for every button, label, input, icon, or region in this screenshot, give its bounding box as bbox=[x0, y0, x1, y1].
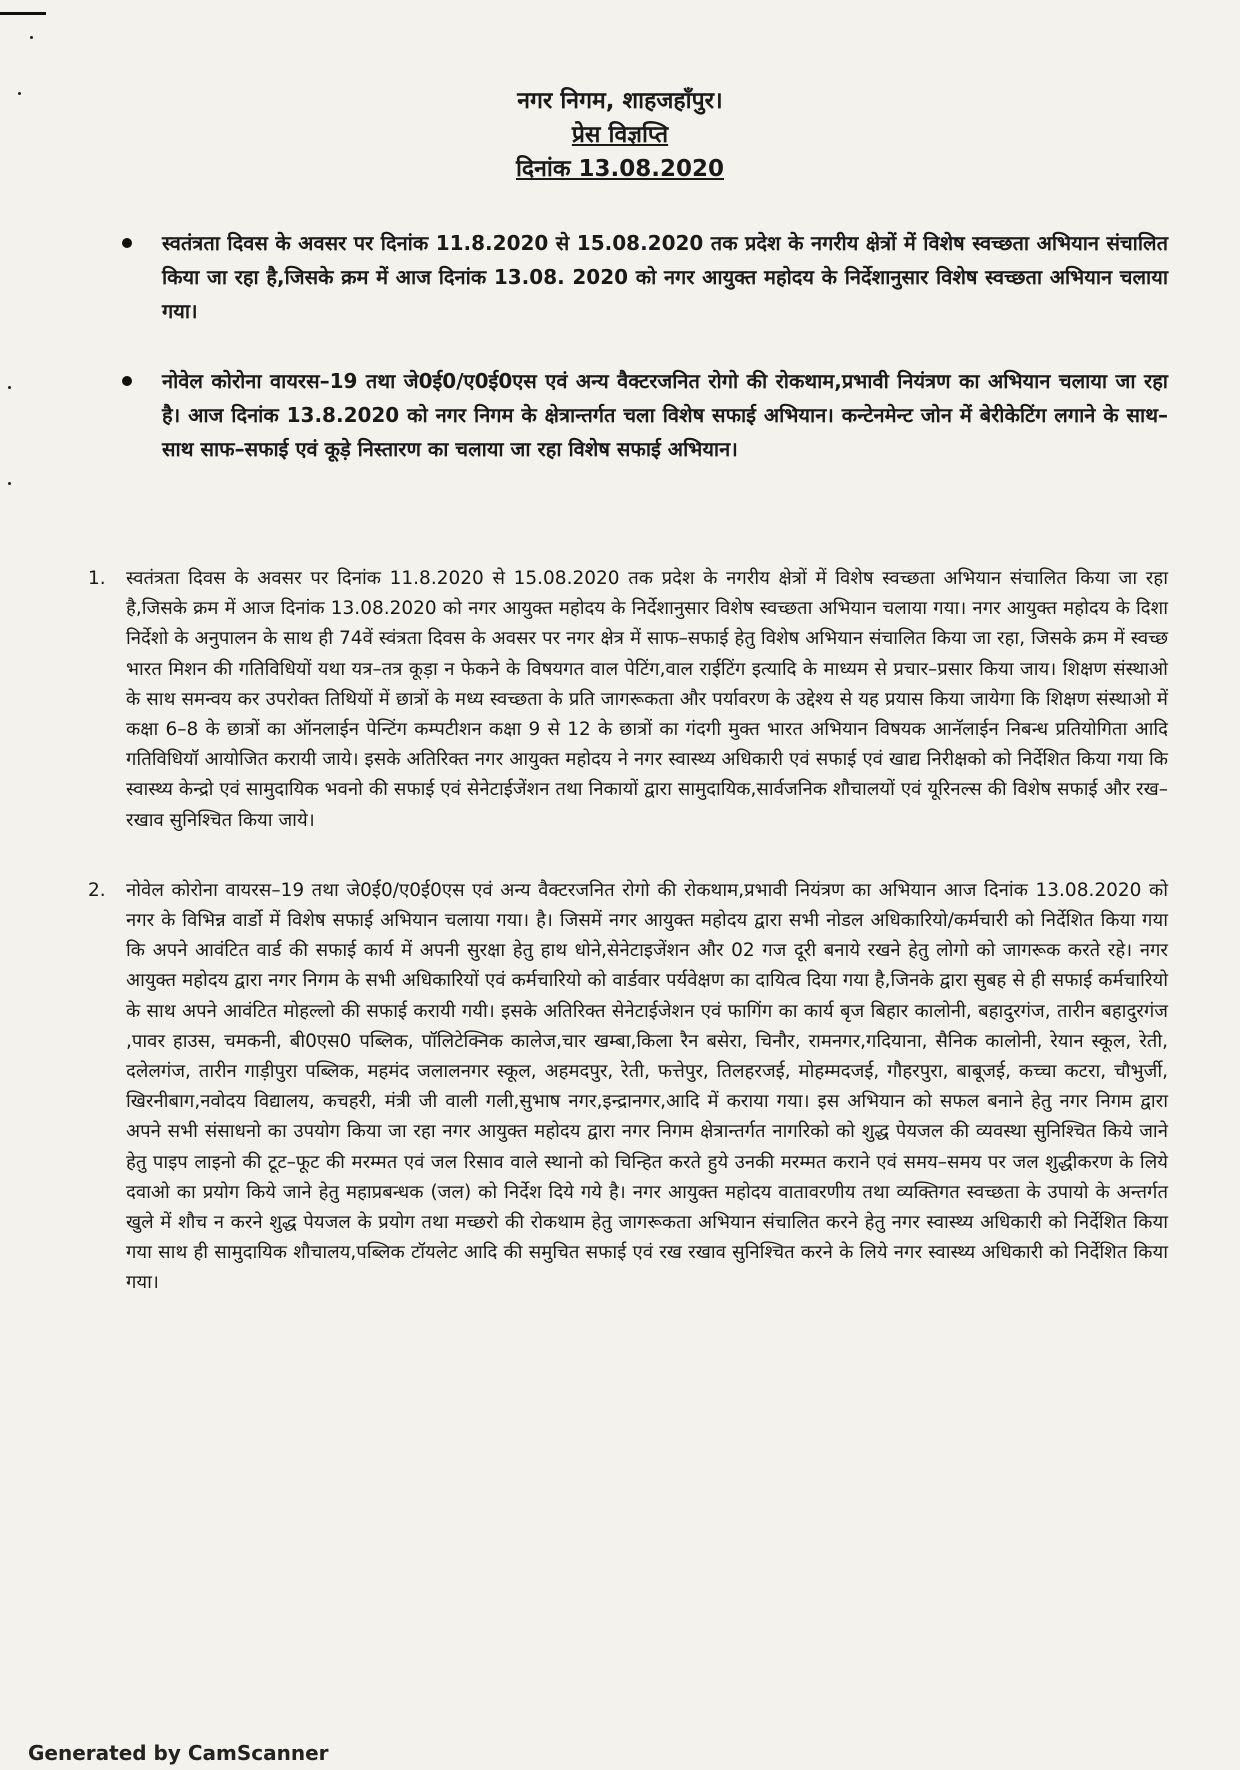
numbered-item bbox=[88, 876, 1168, 1299]
bullet-item bbox=[118, 226, 1168, 328]
document-type: प्रेस विज्ञप्ति bbox=[571, 122, 669, 148]
scan-speck bbox=[18, 92, 21, 95]
numbered-paragraphs bbox=[88, 564, 1168, 1339]
office-name: नगर निगम, शाहजहाँपुर। bbox=[517, 88, 723, 114]
bullet-dot-icon bbox=[122, 376, 132, 386]
item-number: 1. bbox=[88, 568, 106, 589]
bullet-text: नोवेल कोरोना वायरस–19 तथा जे0ई0/ए0ई0एस एवं अन्य वैक्टरजनित रोगो की रोकथाम,प्रभावी नियंत्रण का अभियान चलाया जा रहा है। आज दिनांक 13.8.2020 को नगर निगम के क्षेत्रान्तर्गत चला विशेष सफाई अभियान। कन्टेनमेन्ट जोन में बेरीकेटिंग लगाने के साथ–साथ साफ–सफाई एवं कूड़े निस्तारण का चलाया जा रहा विशेष सफाई अभियान। bbox=[162, 369, 1168, 461]
scan-speck bbox=[30, 36, 33, 39]
scan-edge-mark bbox=[0, 12, 46, 15]
bullet-item bbox=[118, 364, 1168, 466]
bullet-dot-icon bbox=[122, 238, 132, 248]
scanner-watermark: Generated by CamScanner bbox=[28, 1741, 329, 1765]
scan-speck bbox=[8, 482, 11, 485]
item-number: 2. bbox=[88, 879, 106, 901]
item-text: नोवेल कोरोना वायरस–19 तथा जे0ई0/ए0ई0एस एवं अन्य वैक्टरजनित रोगो की रोकथाम,प्रभावी नियंत्रण का अभियान आज दिनांक 13.08.2020 को नगर के विभिन्न वार्डो में विशेष सफाई अभियान चलाया गया। है। जिसमें नगर आयुक्त महोदय द्वारा सभी नोडल अधिकारियो/कर्मचारी को निर्देशित किया गया कि अपने आवंटित वार्ड की सफाई कार्य में अपनी सुरक्षा हेतु हाथ धोने,सेनेटाइजेंशन और 02 गज दूरी बनाये रखने हेतु लोगो को जागरूक करते रहे। नगर आयुक्त महोदय द्वारा नगर निगम के सभी अधिकारियों एवं कर्मचारियो को वार्डवार पर्यवेक्षण का दायित्व दिया गया है,जिनके द्वारा सुबह से ही सफाई कर्मचारियो के साथ अपने आवंटित मोहल्लो की सफाई करायी गयी। इसके अतिरिक्त सेनेटाईजेशन एवं फागिंग का कार्य बृज बिहार कालोनी, बहादुरगंज, तारीन बहादुरगंज ,पावर हाउस, चमकनी, बी0एस0 पब्लिक, पॉलिटेक्निक कालेज,चार खम्बा,किला रैन बसेरा, चिनौर, रामनगर,गदियाना, सैनिक कालोनी, रेयान स्कूल, रेती, दलेलगंज, तारीन गाड़ीपुरा पब्लिक, महमंद जलालनगर स्कूल, अहमदपुर, रेती, फत्तेपुर, तिलहरजई, मोहम्मदजई, गौहरपुरा, बाबूजई, कच्चा कटरा, चौभुर्जी, खिरनीबाग,नवोदय विद्यालय, कचहरी, मंत्री जी वाली गली,सुभाष नगर,इन्द्रानगर,आदि में कराया गया। इस अभियान को सफल बनाने हेतु नगर निगम द्वारा अपने सभी संसाधनो का उपयोग किया जा रहा नगर आयुक्त महोदय द्वारा नगर निगम क्षेत्रान्तर्गत नागरिको को शुद्ध पेयजल की व्यवस्था सुनिश्चित किये जाने हेतु पाइप लाइनो की टूट–फूट की मरम्मत एवं जल रिसाव वाले स्थानो को चिन्हित करते हुये उनकी मरम्मत कराने एवं समय–समय पर जल शुद्धीकरण के लिये दवाओ का प्रयोग किये जाने हेतु महाप्रबन्धक (जल) को निर्देश दिये गये है। नगर आयुक्त महोदय वातावरणीय तथा व्यक्तिगत स्वच्छता के उपायो के अन्तर्गत खुले में शौच न करने शुद्ध पेयजल के प्रयोग तथा मच्छरो की रोकथाम हेतु जागरूकता अभियान संचालित करने हेतु नगर स्वास्थ्य अधिकारी को निर्देशित किया गया साथ ही सामुदायिक शौचालय,पब्लिक टॉयलेट आदि की समुचित सफाई एवं रख रखाव सुनिश्चित करने के लिये नगर स्वास्थ्य अधिकारी को निर्देशित किया गया। bbox=[126, 879, 1168, 1294]
scan-speck bbox=[8, 386, 11, 389]
bullet-text: स्वतंत्रता दिवस के अवसर पर दिनांक 11.8.2020 से 15.08.2020 तक प्रदेश के नगरीय क्षेत्रों में विशेष स्वच्छता अभियान संचालित किया जा रहा है,जिसके क्रम में आज दिनांक 13.08. 2020 को नगर आयुक्त महोदय के निर्देशानुसार विशेष स्वच्छता अभियान चलाया गया। bbox=[162, 231, 1168, 323]
document-date: दिनांक 13.08.2020 bbox=[515, 156, 725, 182]
numbered-item bbox=[88, 564, 1168, 836]
item-text: स्वतंत्रता दिवस के अवसर पर दिनांक 11.8.2020 से 15.08.2020 तक प्रदेश के नगरीय क्षेत्रों में विशेष स्वच्छता अभियान संचालित किया जा रहा है,जिसके क्रम में आज दिनांक 13.08.2020 को नगर आयुक्त महोदय के निर्देशानुसार विशेष स्वच्छता अभियान चलाया गया। नगर आयुक्त महोदय के दिशा निर्देशो के अनुपालन के साथ ही 74वें स्वंत्रता दिवस के अवसर पर नगर क्षेत्र में साफ–सफाई हेतु विशेष अभियान संचालित किया जा रहा, जिसके क्रम में स्वच्छ भारत मिशन की गतिविधियों यथा यत्र–तत्र कूड़ा न फेकने के विषयगत वाल पेटिंग,वाल राईटिंग इत्यादि के माध्यम से प्रचार–प्रसार किया जाय। शिक्षण संस्थाओ के साथ समन्वय कर उपरोक्त तिथियों में छात्रों के मध्य स्वच्छता के प्रति जागरूकता और पर्यावरण के उद्देश्य से यह प्रयास किया जायेगा कि शिक्षण संस्थाओ में कक्षा 6–8 के छात्रों का ऑनलाईन पेन्टिंग कम्पटीशन कक्षा 9 से 12 के छात्रों का गंदगी मुक्त भारत अभियान विषयक आनॅलाईन निबन्ध प्रतियोगिता आदि गतिविधियॉ आयोजित करायी जाये। इसके अतिरिक्त नगर आयुक्त महोदय ने नगर स्वास्थ्य अधिकारी एवं सफाई एवं खाद्य निरीक्षको को निर्देशित किया गया कि स्वास्थ्य केन्द्रो एवं सामुदायिक भवनो की सफाई एवं सेनेटाईजेंशन तथा निकायों द्वारा सामुदायिक,सार्वजनिक शौचालयों एवं यूरिनल्स की विशेष सफाई और रख–रखाव सुनिश्चित किया जाये। bbox=[126, 568, 1168, 831]
bullet-summary bbox=[118, 226, 1168, 502]
document-header bbox=[400, 84, 840, 186]
